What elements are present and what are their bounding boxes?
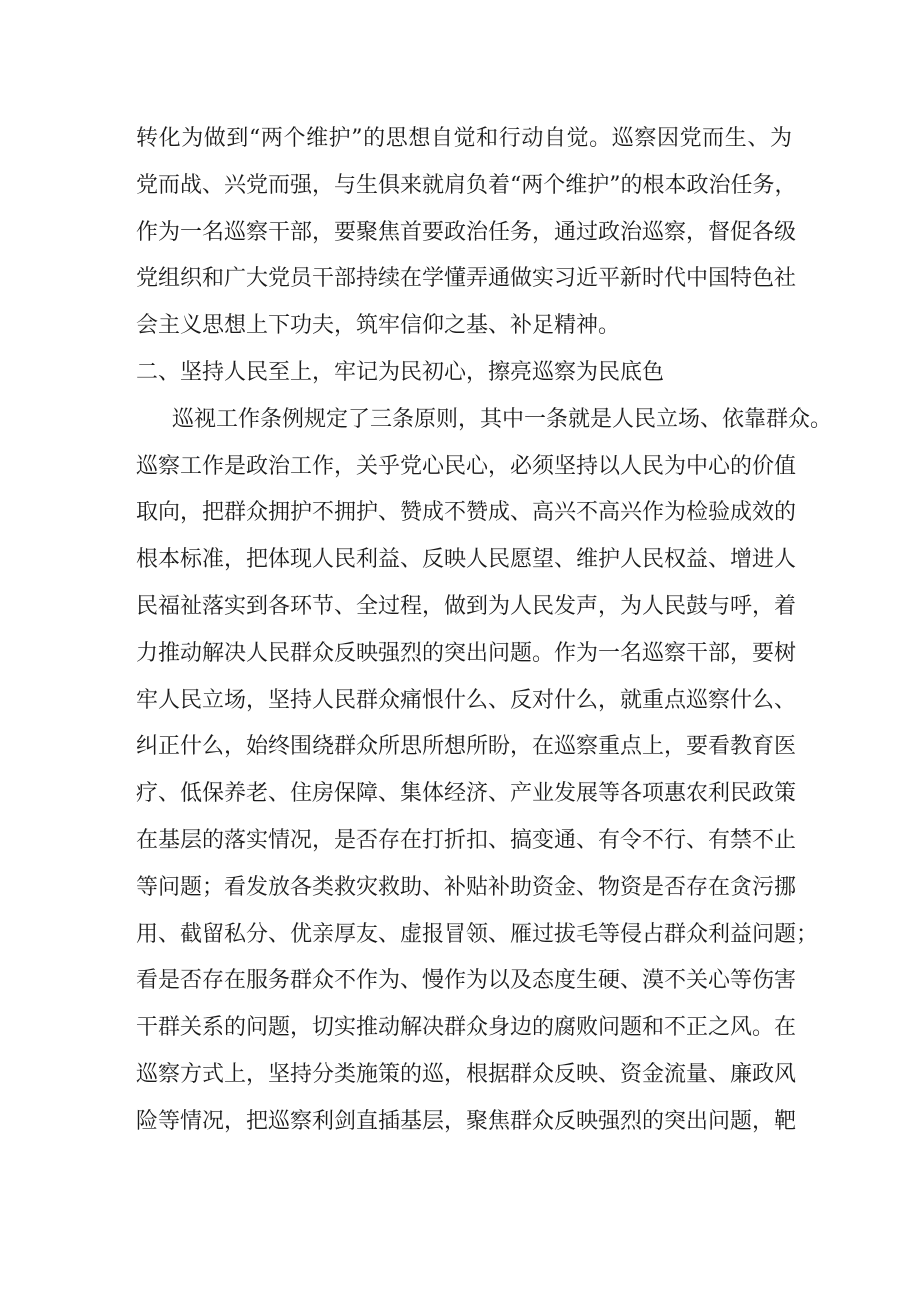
paragraph-2-line-9: 疗、低保养老、住房保障、集体经济、产业发展等各项惠农利民政策 [136,781,797,807]
paragraph-2-line-8: 纠正什么，始终围绕群众所思所想所盼，在巡察重点上，要看教育医 [136,734,797,760]
paragraph-2-line-6: 力推动解决人民群众反映强烈的突出问题。作为一名巡察干部，要树 [136,640,797,666]
paragraph-2-line-15: 巡察方式上，坚持分类施策的巡，根据群众反映、资金流量、廉政风 [136,1061,797,1087]
paragraph-1-line-3: 作为一名巡察干部，要聚焦首要政治任务，通过政治巡察，督促各级 [136,219,797,245]
paragraph-2-line-4: 根本标准，把体现人民利益、反映人民愿望、维护人民权益、增进人 [136,547,797,573]
paragraph-2-line-2: 巡察工作是政治工作，关乎党心民心，必须坚持以人民为中心的价值 [136,453,797,479]
paragraph-2-line-10: 在基层的落实情况，是否存在打折扣、搞变通、有令不行、有禁不止 [136,827,797,853]
paragraph-2-line-11: 等问题；看发放各类救灾救助、补贴补助资金、物资是否存在贪污挪 [136,874,797,900]
paragraph-1-line-2: 党而战、兴党而强，与生俱来就肩负着“两个维护”的根本政治任务， [136,172,797,198]
paragraph-2-line-7: 牢人民立场，坚持人民群众痛恨什么、反对什么，就重点巡察什么、 [136,687,797,713]
section-heading: 二、坚持人民至上，牢记为民初心，擦亮巡察为民底色 [136,359,665,385]
paragraph-2-line-1: 巡视工作条例规定了三条原则，其中一条就是人民立场、依靠群众。 [172,406,833,432]
document-page [136,116,833,1146]
paragraph-2-line-5: 民福祉落实到各环节、全过程，做到为人民发声，为人民鼓与呼，着 [136,593,797,619]
paragraph-1-line-5: 会主义思想上下功夫，筑牢信仰之基、补足精神。 [136,313,621,339]
paragraph-2-line-14: 干群关系的问题，切实推动解决群众身边的腐败问题和不正之风。在 [136,1015,797,1041]
paragraph-1-line-4: 党组织和广大党员干部持续在学懂弄通做实习近平新时代中国特色社 [136,266,797,292]
paragraph-2-line-12: 用、截留私分、优亲厚友、虚报冒领、雁过拔毛等侵占群众利益问题； [136,921,819,947]
paragraph-2-line-16: 险等情况，把巡察利剑直插基层，聚焦群众反映强烈的突出问题，靶 [136,1108,797,1134]
paragraph-1-line-1: 转化为做到“两个维护”的思想自觉和行动自觉。巡察因党而生、为 [136,126,792,151]
paragraph-2-line-13: 看是否存在服务群众不作为、慢作为以及态度生硬、漠不关心等伤害 [136,968,797,994]
paragraph-2-line-3: 取向，把群众拥护不拥护、赞成不赞成、高兴不高兴作为检验成效的 [136,500,797,526]
